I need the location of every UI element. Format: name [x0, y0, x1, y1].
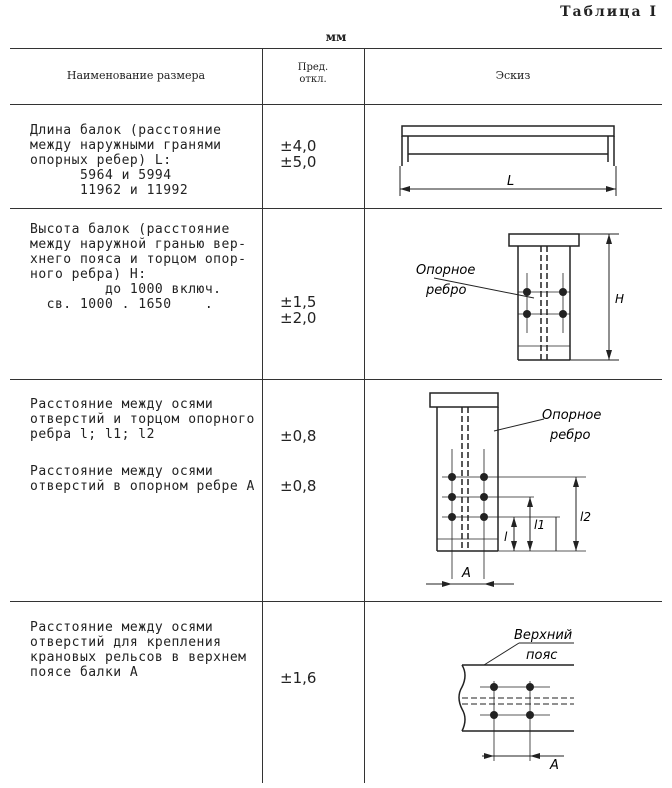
row-3-name: Расстояние между осями отверстий и торцом опорного ребра l; l1; l2 [30, 397, 255, 442]
row-1-name: Длина балок (расстояние между наружными гранями опорных ребер) L: 5964 и 5994 11962 и 11992 [30, 123, 222, 198]
label-rebro: ребро [426, 283, 467, 298]
label-rebro: ребро [550, 428, 591, 443]
sketch-beam-length [364, 104, 662, 208]
label-l2: l2 [580, 510, 591, 524]
label-A: А [550, 758, 559, 773]
label-opornoe: Опорное [416, 263, 476, 278]
row-3-name-2: Расстояние между осями отверстий в опорном ребре А [30, 464, 255, 494]
label-H: Н [615, 292, 625, 306]
row-2-tolerance: ±1,5 ±2,0 [280, 293, 317, 327]
sketch-top-flange [364, 601, 662, 788]
header-tolerance: Пред. откл. [297, 62, 329, 85]
header-name: Наименование размера [66, 69, 206, 82]
table-top-border [10, 48, 662, 49]
sketch-beam-height [364, 208, 662, 379]
unit-label: мм [325, 30, 347, 44]
label-verkhniy: Верхний [514, 628, 573, 643]
row-3-tolerance: ±0,8 [280, 427, 317, 445]
label-poyas: пояс [526, 648, 558, 663]
label-opornoe: Опорное [542, 408, 602, 423]
label-A: А [462, 566, 471, 581]
label-l: l [504, 530, 508, 544]
header-sketch: Эскиз [495, 69, 531, 82]
column-divider-1 [262, 48, 263, 783]
sketch-support-rib [364, 379, 662, 601]
row-2-name: Высота балок (расстояние между наружной гранью вер- хнего пояса и торцом опор- ного ребра) Н: до 1000 включ. св. 1000 . 1650 . [30, 222, 247, 312]
row-4-tolerance: ±1,6 [280, 669, 317, 687]
row-3-tolerance-2: ±0,8 [280, 477, 317, 495]
label-l1: l1 [534, 518, 545, 532]
table-caption: Таблица I [560, 4, 658, 20]
row-4-name: Расстояние между осями отверстий для крепления крановых рельсов в верхнем поясе балки А [30, 620, 247, 680]
label-L: L [507, 174, 515, 189]
row-1-tolerance: ±4,0 ±5,0 [280, 137, 317, 171]
